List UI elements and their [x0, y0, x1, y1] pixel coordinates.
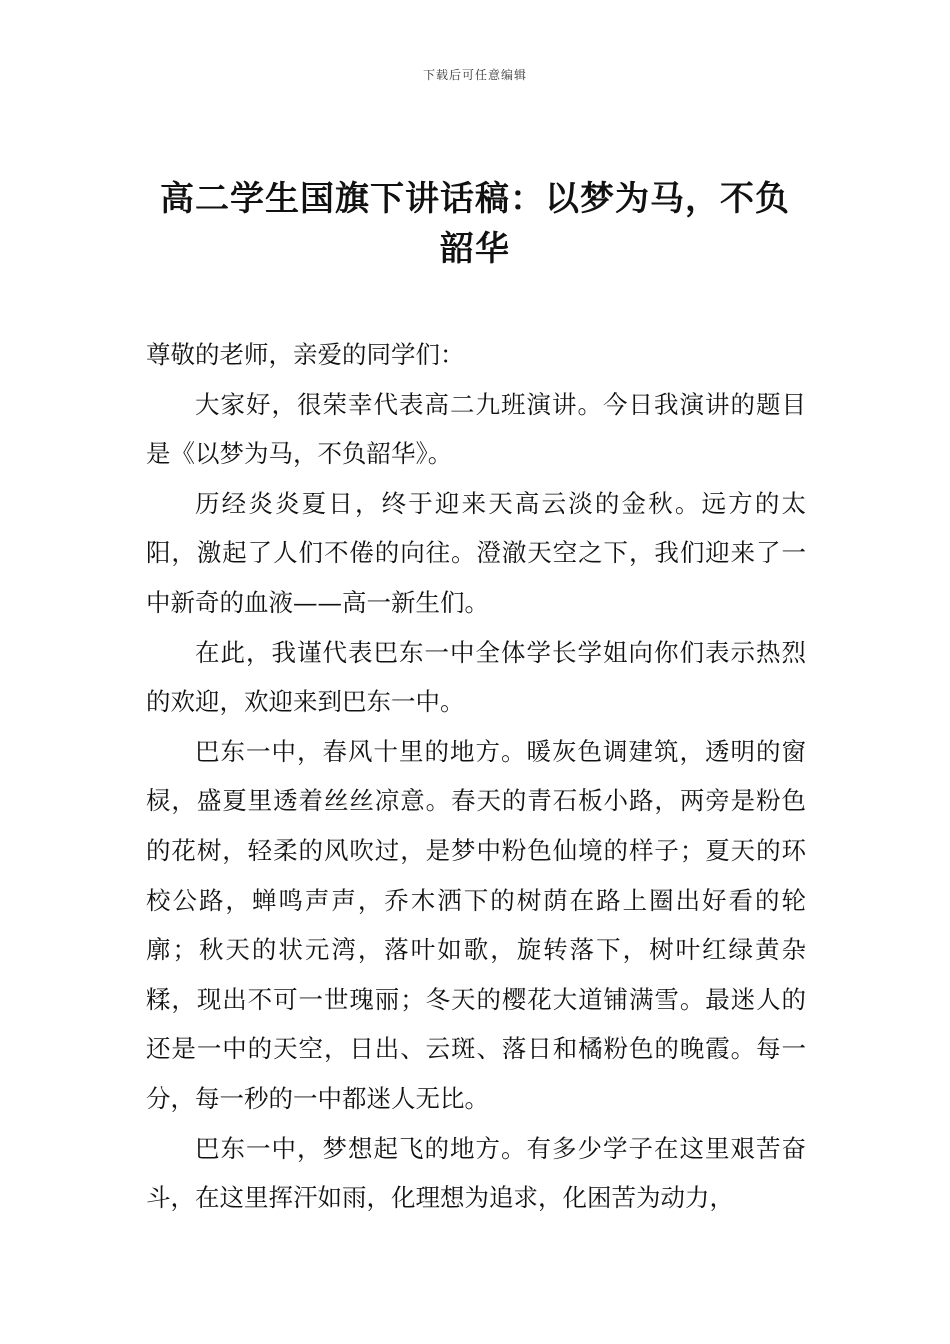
paragraph-3: 在此，我谨代表巴东一中全体学长学姐向你们表示热烈的欢迎，欢迎来到巴东一中。: [146, 637, 806, 717]
salutation: 尊敬的老师，亲爱的同学们：: [146, 340, 465, 369]
paragraph-2: 历经炎炎夏日，终于迎来天高云淡的金秋。远方的太阳，激起了人们不倦的向往。澄澈天空之下，我们迎来了一中新奇的血液——高一新生们。: [146, 488, 806, 617]
paragraph-4: 巴东一中，春风十里的地方。暖灰色调建筑，透明的窗棂，盛夏里透着丝丝凉意。春天的青石板小路，两旁是粉色的花树，轻柔的风吹过，是梦中粉色仙境的样子；夏天的环校公路，蝉鸣声声，乔木洒下的树荫在路上圈出好看的轮廓；秋天的状元湾，落叶如歌，旋转落下，树叶红绿黄杂糅，现出不可一世瑰丽；冬天的樱花大道铺满雪。最迷人的还是一中的天空，日出、云斑、落日和橘粉色的晚霞。每一分，每一秒的一中都迷人无比。: [146, 736, 806, 1113]
paragraph-1: 大家好，很荣幸代表高二九班演讲。今日我演讲的题目是《以梦为马，不负韶华》。: [146, 389, 806, 469]
document-title: 高二学生国旗下讲话稿：以梦为马，不负韶华: [160, 179, 790, 269]
document-body: [146, 330, 806, 1223]
paragraph-5: 巴东一中，梦想起飞的地方。有多少学子在这里艰苦奋斗，在这里挥汗如雨，化理想为追求，化困苦为动力，: [146, 1133, 806, 1213]
page-header-note: 下载后可任意编辑: [422, 68, 527, 82]
